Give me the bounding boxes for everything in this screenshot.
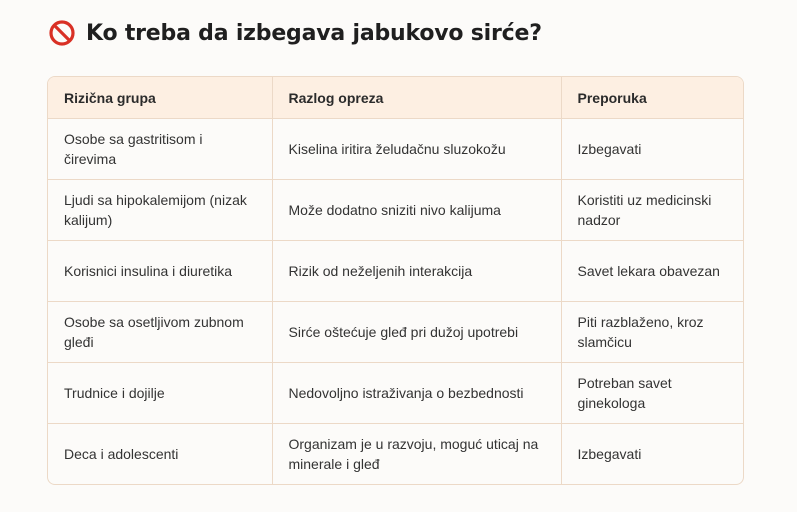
table-row <box>48 241 743 302</box>
table-cell-recommendation: Izbegavati <box>577 446 642 462</box>
table-cell-recommendation: Savet lekara obavezan <box>561 241 743 302</box>
table-cell-risk-group: Trudnice i dojilje <box>48 363 272 424</box>
table-cell-recommendation: Potreban savet ginekologa <box>561 363 743 424</box>
table-cell-reason: Organizam je u razvoju, moguć uticaj na minerale i gleđ <box>272 424 561 485</box>
table-row <box>48 424 743 485</box>
page-title: Ko treba da izbegava jabukovo sirće? <box>86 20 542 46</box>
table-row <box>48 363 743 424</box>
table-header-row <box>48 77 743 119</box>
table-row <box>48 302 743 363</box>
table-cell-recommendation: Piti razblaženo, kroz slamčicu <box>561 302 743 363</box>
column-header-recommendation: Preporuka <box>561 77 743 119</box>
table-cell-risk-group: Ljudi sa hipokalemijom (nizak kalijum) <box>48 180 272 241</box>
table-cell-reason: Može dodatno sniziti nivo kalijuma <box>272 180 561 241</box>
table-row <box>48 180 743 241</box>
table-cell-reason: Rizik od neželjenih interakcija <box>272 241 561 302</box>
table-cell-recommendation: Izbegavati <box>561 119 743 180</box>
table-row <box>48 119 743 180</box>
page-heading <box>48 17 542 49</box>
table-cell-risk-group: Osobe sa gastritisom i čirevima <box>48 119 272 180</box>
column-header-reason: Razlog opreza <box>272 77 561 119</box>
table-cell-risk-group: Korisnici insulina i diuretika <box>48 241 272 302</box>
table-cell-reason: Nedovoljno istraživanja o bezbednosti <box>272 363 561 424</box>
table-cell-risk-group: Deca i adolescenti <box>48 424 272 485</box>
table-cell-risk-group: Osobe sa osetljivom zubnom gleđi <box>48 302 272 363</box>
table-cell-reason: Sirće oštećuje gleđ pri dužoj upotrebi <box>272 302 561 363</box>
table-cell-recommendation: Koristiti uz medicinski nadzor <box>561 180 743 241</box>
column-header-risk-group: Rizična grupa <box>48 77 272 119</box>
no-entry-icon <box>48 19 76 47</box>
risk-table <box>47 76 744 485</box>
table-cell-reason: Kiselina iritira želudačnu sluzokožu <box>272 119 561 180</box>
